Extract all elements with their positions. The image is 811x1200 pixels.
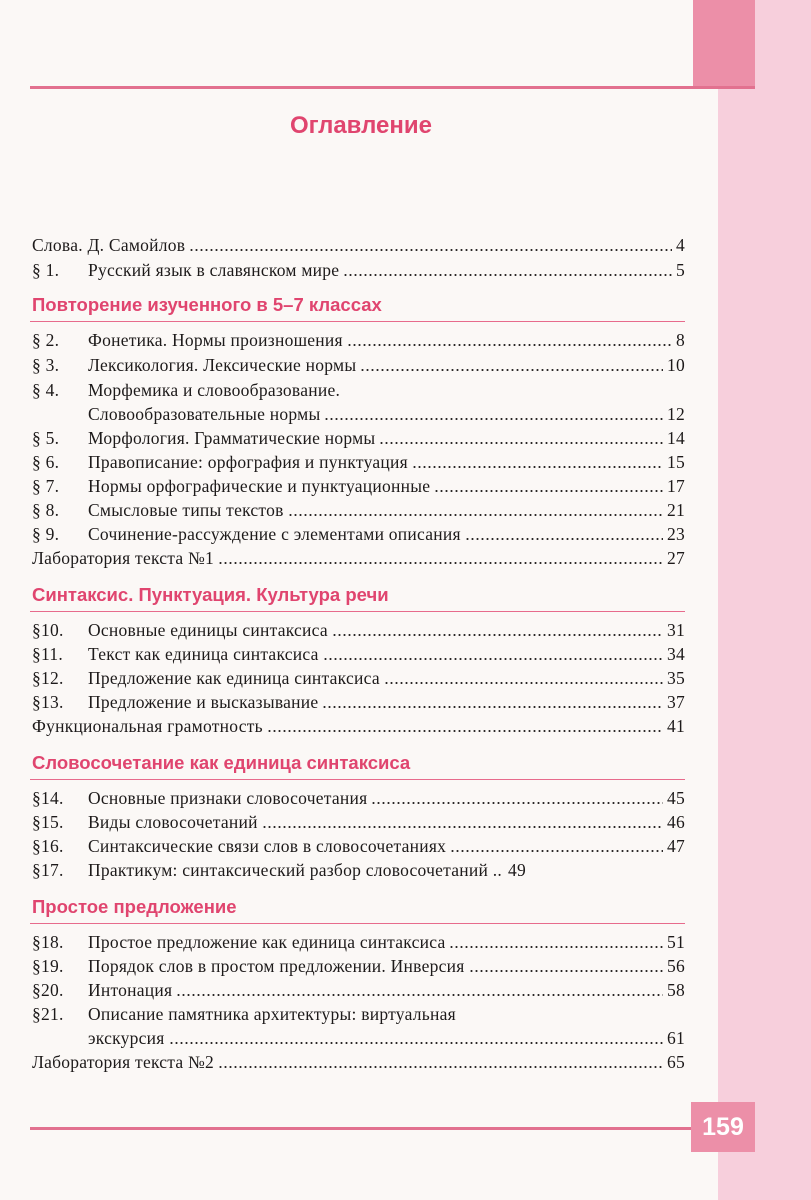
toc-entry-number: §12. [32,668,64,688]
toc-entry-text: Лаборатория текста №1 [32,548,215,568]
toc-entry-section-8[interactable] [32,498,685,522]
toc-entry-page: 31 [667,620,685,640]
toc-entry-number: §14. [32,788,64,808]
toc-entry-section-3[interactable] [32,353,685,377]
toc-entry-page: 14 [667,428,685,448]
toc-entry-section-9[interactable] [32,522,685,546]
toc-entry-text: Предложение как единица синтаксиса [88,668,380,688]
dot-leader [176,981,663,997]
toc-entry-text: Фонетика. Нормы произношения [88,330,343,350]
toc-entry-text: Простое предложение как единица синтаксиса [88,932,446,952]
toc-entry-text: Виды словосочетаний [88,812,258,832]
toc-entry-page: 49 [508,860,527,880]
toc-entry-section-2[interactable] [32,328,685,352]
toc-entry-section-4-continued[interactable] [88,402,685,426]
section-rule [30,321,685,322]
section-heading-simple-sentence: Простое предложение [32,896,237,917]
toc-entry-section-20[interactable] [32,978,685,1002]
dot-leader [218,1053,663,1069]
dot-leader [323,645,663,661]
toc-entry-page: 12 [667,404,685,424]
toc-entry-number: §10. [32,620,64,640]
toc-entry-text: Смысловые типы текстов [88,500,284,520]
toc-entry-text: Практикум: синтаксический разбор словосочетаний .. [88,860,503,880]
dot-leader [262,813,663,829]
dot-leader [332,621,663,637]
toc-entry-text-lab-1[interactable] [32,546,685,570]
toc-entry-text: Основные единицы синтаксиса [88,620,328,640]
toc-entry-text: Лаборатория текста №2 [32,1052,215,1072]
dot-leader [169,1029,663,1045]
toc-entry-section-14[interactable] [32,786,685,810]
toc-entry-page: 23 [667,524,685,544]
toc-entry-page: 61 [667,1028,685,1048]
toc-entry-section-21[interactable] [32,1002,685,1026]
section-heading-syntax: Синтаксис. Пунктуация. Культура речи [32,584,389,605]
toc-entry-number: §15. [32,812,64,832]
toc-entry-page: 15 [667,452,685,472]
toc-entry-section-12[interactable] [32,666,685,690]
toc-entry-section-6[interactable] [32,450,685,474]
dot-leader [218,549,663,565]
toc-entry-number: § 4. [32,380,60,400]
toc-entry-page: 17 [667,476,685,496]
dot-leader [449,933,663,949]
toc-entry-text: Текст как единица синтаксиса [88,644,319,664]
dot-leader [267,717,663,733]
toc-entry-section-11[interactable] [32,642,685,666]
page-corner-tab [693,0,755,88]
toc-entry-page: 35 [667,668,685,688]
toc-entry-number: § 8. [32,500,60,520]
toc-entry-number: §16. [32,836,64,856]
toc-entry-number: § 6. [32,452,60,472]
dot-leader [322,693,663,709]
toc-entry-section-17[interactable] [32,858,685,882]
toc-entry-functional-literacy[interactable] [32,714,685,738]
toc-entry-text: Лексикология. Лексические нормы [88,355,357,375]
toc-entry-page: 65 [667,1052,685,1072]
toc-entry-page: 45 [667,788,685,808]
toc-entry-text: Основные признаки словосочетания [88,788,368,808]
toc-entry-number: §19. [32,956,64,976]
toc-entry-number: §13. [32,692,64,712]
toc-entry-number: § 1. [32,260,60,280]
toc-entry-text: Слова. Д. Самойлов [32,235,186,255]
dot-leader [343,261,672,277]
dot-leader [465,525,663,541]
toc-entry-section-5[interactable] [32,426,685,450]
toc-entry-number: § 2. [32,330,60,350]
toc-entry-section-16[interactable] [32,834,685,858]
section-heading-phrase: Словосочетание как единица синтаксиса [32,752,411,773]
toc-entry-text: Интонация [88,980,173,1000]
toc-entry-section-13[interactable] [32,690,685,714]
toc-entry-page: 21 [667,500,685,520]
toc-entry-section-7[interactable] [32,474,685,498]
toc-entry-page: 56 [667,956,685,976]
toc-entry-text: Синтаксические связи слов в словосочетаниях [88,836,447,856]
toc-entry-section-18[interactable] [32,930,685,954]
toc-entry-page: 41 [667,716,685,736]
toc-entry-page: 27 [667,548,685,568]
toc-entry-number: §11. [32,644,63,664]
header-rule [30,86,755,89]
dot-leader [379,429,663,445]
toc-entry-section-21-continued[interactable] [88,1026,685,1050]
dot-leader [384,669,663,685]
dot-leader [189,236,672,252]
section-rule [30,779,685,780]
page-edge-strip [718,0,811,1200]
dot-leader [469,957,663,973]
toc-entry-text: Правописание: орфография и пунктуация [88,452,408,472]
toc-entry-page: 10 [667,355,685,375]
toc-entry-page: 47 [667,836,685,856]
toc-entry-page: 37 [667,692,685,712]
toc-entry-number: §20. [32,980,64,1000]
toc-entry-section-4[interactable] [32,378,685,402]
toc-entry-text: Функциональная грамотность [32,716,263,736]
footer-rule [30,1127,691,1130]
dot-leader [324,405,663,421]
toc-entry-number: §18. [32,932,64,952]
toc-entry-text-line1: Морфемика и словообразование. [88,380,341,400]
section-rule [30,611,685,612]
toc-title: Оглавление [290,112,432,139]
toc-entry-page: 8 [676,330,685,350]
toc-entry-section-10[interactable] [32,618,685,642]
toc-entry-section-15[interactable] [32,810,685,834]
dot-leader [360,356,663,372]
dot-leader [450,837,663,853]
dot-leader [412,453,663,469]
dot-leader [347,331,672,347]
dot-leader [371,789,663,805]
toc-entry-text: Русский язык в славянском мире [88,260,340,280]
toc-entry-text: Порядок слов в простом предложении. Инверсия [88,956,465,976]
toc-entry-number: §17. [32,860,64,880]
toc-entry-number: § 7. [32,476,60,496]
toc-entry-page: 5 [676,260,685,280]
section-rule [30,923,685,924]
toc-entry-text: Предложение и высказывание [88,692,319,712]
toc-entry-intro-poem[interactable] [32,233,685,257]
toc-entry-number: § 9. [32,524,60,544]
toc-entry-page: 4 [676,235,685,255]
toc-entry-page: 46 [667,812,685,832]
dot-leader [288,501,663,517]
toc-entry-text: Нормы орфографические и пунктуационные [88,476,431,496]
toc-entry-page: 51 [667,932,685,952]
toc-entry-text: экскурсия [88,1028,165,1048]
section-heading-review: Повторение изученного в 5–7 классах [32,294,382,315]
toc-entry-number: § 3. [32,355,60,375]
toc-entry-text: Сочинение-рассуждение с элементами описания [88,524,461,544]
toc-entry-text-line1: Описание памятника архитектуры: виртуальная [88,1004,456,1024]
toc-entry-section-1[interactable] [32,258,685,282]
toc-entry-number: §21. [32,1004,64,1024]
toc-entry-page: 58 [667,980,685,1000]
dot-leader [434,477,663,493]
toc-entry-page: 34 [667,644,685,664]
toc-entry-text-lab-2[interactable] [32,1050,685,1074]
toc-entry-text: Морфология. Грамматические нормы [88,428,376,448]
toc-entry-section-19[interactable] [32,954,685,978]
toc-entry-text: Словообразовательные нормы [88,404,321,424]
toc-entry-number: § 5. [32,428,60,448]
page-number-badge: 159 [691,1102,755,1152]
